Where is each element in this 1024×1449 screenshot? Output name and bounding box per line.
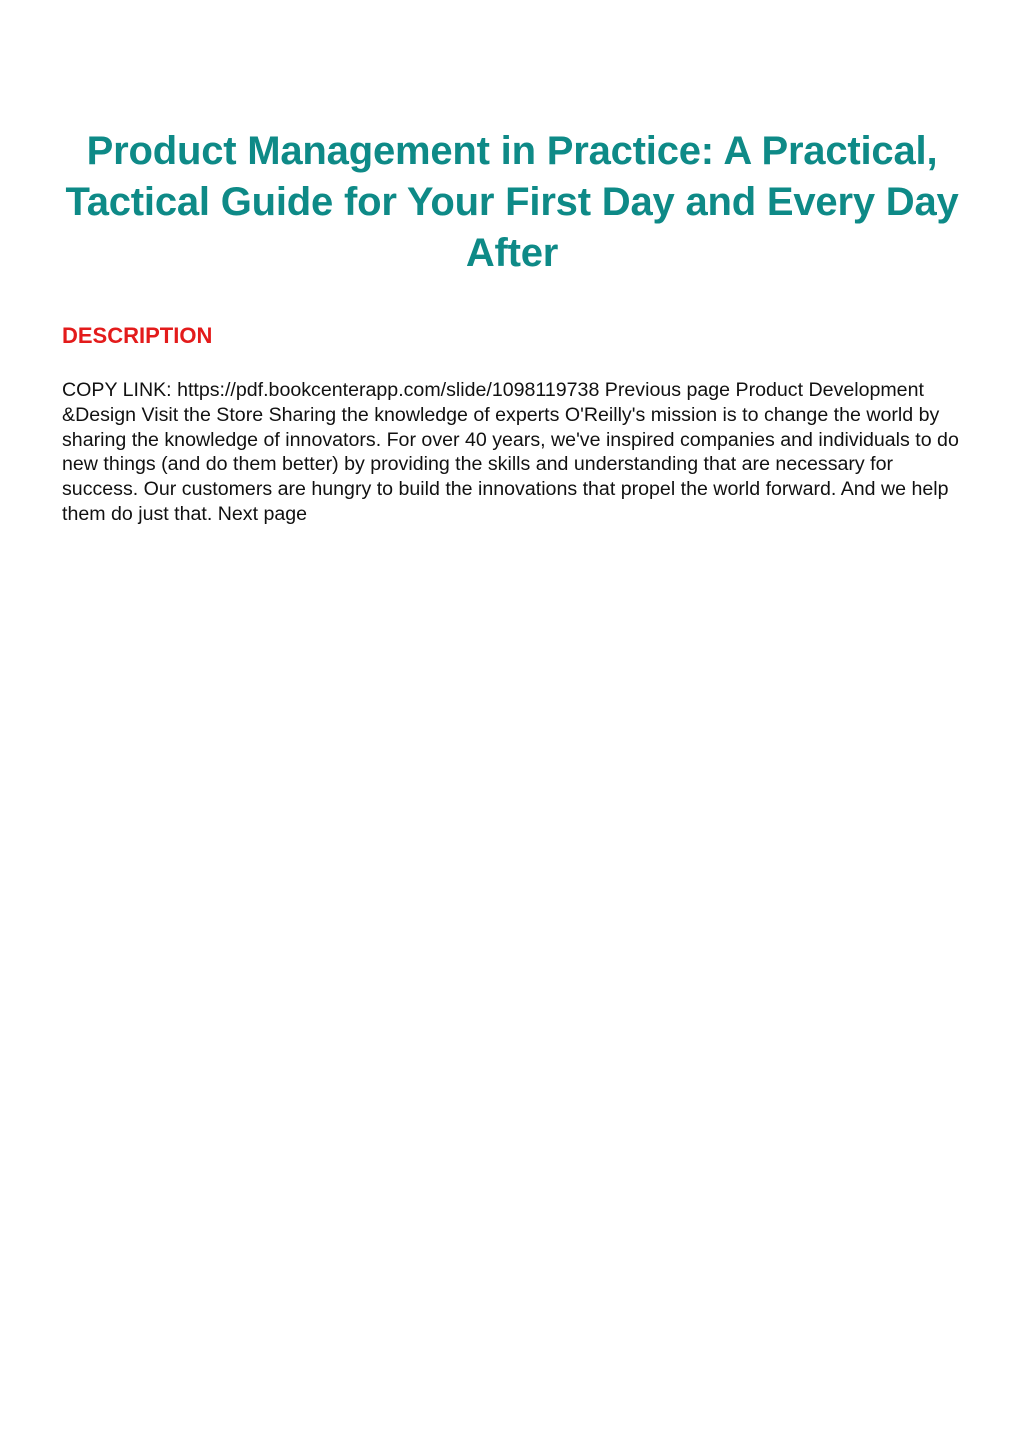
description-heading: DESCRIPTION [62, 323, 213, 348]
description-text: COPY LINK: https://pdf.bookcenterapp.com/slide/1098119738 Previous page Product Development &Design Visit the Store Sharing the knowledge of experts O'Reilly's mission is to change the world by sharing the knowledge of innovators. For over 40 years, we've inspired companies and individuals to do new things (and do them better) by providing the skills and understanding that are necessary for success. Our customers are hungry to build the innovations that propel the world forward. And we help them do just that. Next page [62, 379, 959, 525]
document-title: Product Management in Practice: A Practical, Tactical Guide for Your First Day and Every Day After [65, 129, 959, 275]
